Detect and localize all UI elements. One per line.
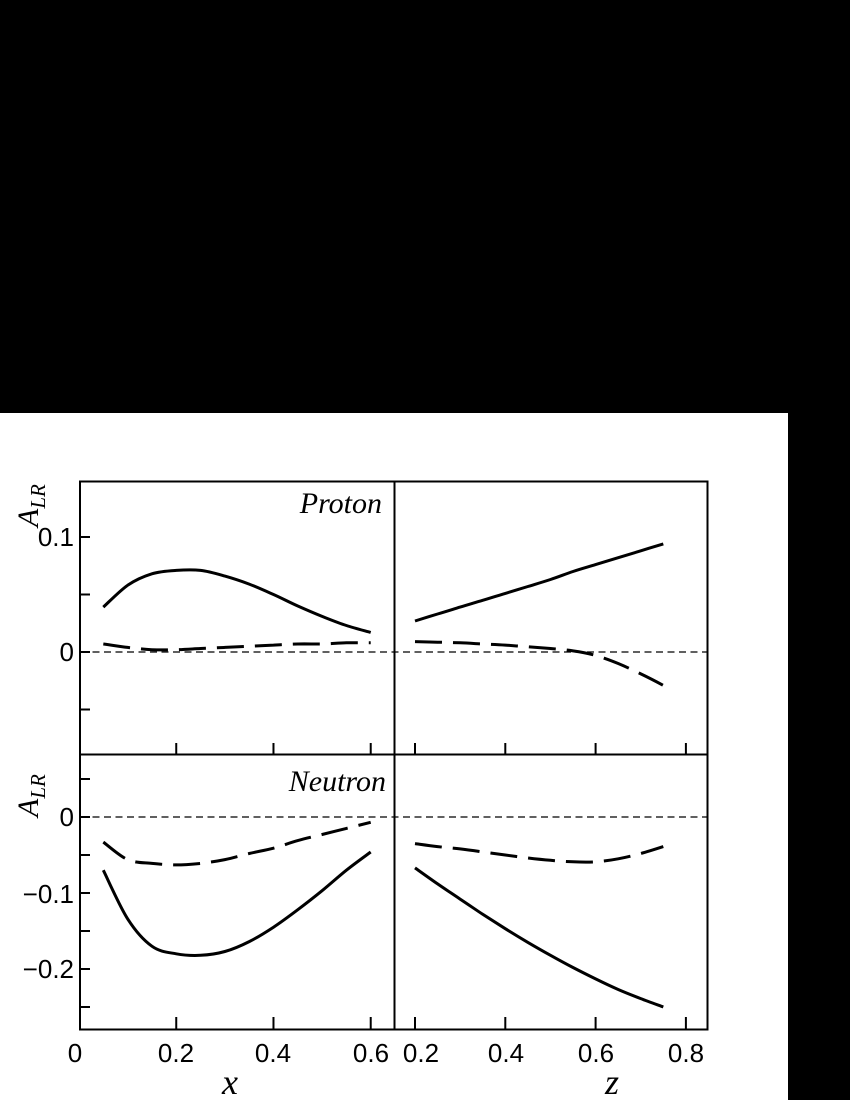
panel-title-proton: Proton xyxy=(299,487,382,520)
xtick-label-left-0.4: 0.4 xyxy=(254,1038,292,1068)
top-black-region xyxy=(0,0,850,413)
ytick-label-top-0.1: 0.1 xyxy=(37,522,74,552)
proton-vs-x-solid-curve xyxy=(103,570,370,633)
xtick-label-right-0.2: 0.2 xyxy=(402,1038,440,1068)
neutron-vs-x-solid-curve xyxy=(103,852,370,955)
xtick-label-left-0.6: 0.6 xyxy=(352,1038,390,1068)
alr-main-bottom: A xyxy=(12,798,45,817)
proton-vs-z-solid-curve xyxy=(415,544,663,621)
alr-sub-bottom: LR xyxy=(26,774,50,799)
xtick-label-left-0.2: 0.2 xyxy=(157,1038,195,1068)
xtick-label-right-0.4: 0.4 xyxy=(487,1038,525,1068)
x-axis-title-z: z xyxy=(604,1062,620,1100)
y-axis-title-alr-bottom xyxy=(12,774,50,819)
ytick-label-bottom-neg0.2: −0.2 xyxy=(22,954,74,984)
neutron-vs-z-solid-curve xyxy=(415,868,663,1007)
alr-main-top: A xyxy=(12,508,45,527)
xtick-label-right-0.6: 0.6 xyxy=(577,1038,615,1068)
right-black-region xyxy=(788,0,850,1100)
proton-vs-z-long-dash-curve xyxy=(415,642,663,686)
neutron-vs-x-long-dash-curve xyxy=(103,822,370,865)
panel-title-neutron: Neutron xyxy=(288,765,386,798)
ytick-label-top-0: 0 xyxy=(59,637,74,667)
proton-vs-x-long-dash-curve xyxy=(103,643,370,650)
y-axis-title-alr-top xyxy=(12,484,50,529)
ytick-label-bottom-neg0.1: −0.1 xyxy=(22,879,74,909)
x-axis-title-x: x xyxy=(222,1062,238,1100)
neutron-vs-z-long-dash-curve xyxy=(415,844,663,863)
ytick-label-bottom-0: 0 xyxy=(59,802,74,832)
xtick-label-right-0.8: 0.8 xyxy=(667,1038,705,1068)
xtick-label-left-0: 0 xyxy=(67,1038,83,1068)
alr-sub-top: LR xyxy=(26,484,50,509)
